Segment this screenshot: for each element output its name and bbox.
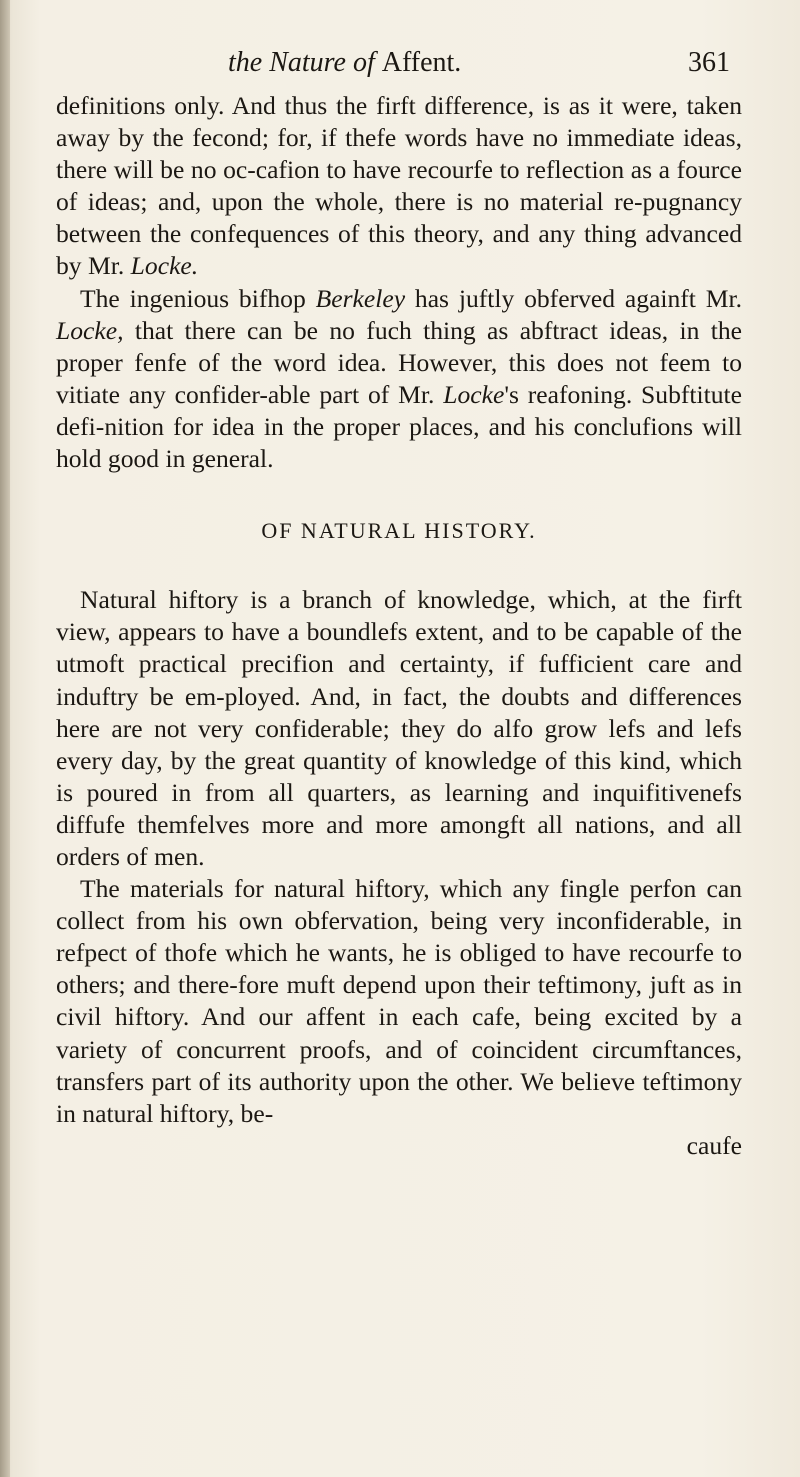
paragraph: The ingenious bifhop Berkeley has juftly obferved againft Mr. Locke, that there can be no fuch thing as abftract ideas, in the proper fenfe of the word idea. However, this does not feem to vitiate any confider-able part of Mr. Locke's reafoning. Subftitute defi-nition for idea in the proper places, and his conclufions will hold good in general.: [56, 283, 742, 474]
running-head: [56, 44, 736, 82]
paragraph: Natural hiftory is a branch of knowledge, which, at the firft view, appears to have a boundlefs extent, and to be capable of the utmoft practical precifion and certainty, if fufficient care and induftry be em-ployed. And, in fact, the doubts and differences here are not very confiderable; they do alfo grow lefs and lefs every day, by the great quantity of knowledge of this kind, which is poured in from all quarters, as learning and inquifitivenefs diffufe themfelves more and more amongft all nations, and all orders of men.: [56, 585, 742, 871]
section-heading: OF NATURAL HISTORY.: [261, 518, 537, 544]
page-number: 361: [688, 47, 730, 78]
catchword: caufe: [686, 1130, 742, 1160]
paragraph: definitions only. And thus the firft difference, is as it were, taken away by the fecond; for, if thefe words have no immediate ideas, there will be no oc-cafion to have recourfe to reflection as a fource of ideas; and, upon the whole, there is no material re-pugnancy between the confequences of this theory, and any thing advanced by Mr. Locke.: [56, 91, 742, 281]
body-text: [56, 90, 742, 1162]
paragraph: The materials for natural hiftory, which any fingle perfon can collect from his own obfervation, being very inconfiderable, in refpect of thofe which he wants, he is obliged to have recourfe to others; and there-fore muft depend upon their teftimony, juft as in civil hiftory. And our affent in each cafe, being excited by a variety of concurrent proofs, and of coincident circumftances, transfers part of its authority upon the other. We believe teftimony in natural hiftory, be-: [56, 874, 742, 1128]
page-gutter: [0, 0, 10, 1477]
running-title: the Nature of Affent.: [228, 47, 462, 78]
